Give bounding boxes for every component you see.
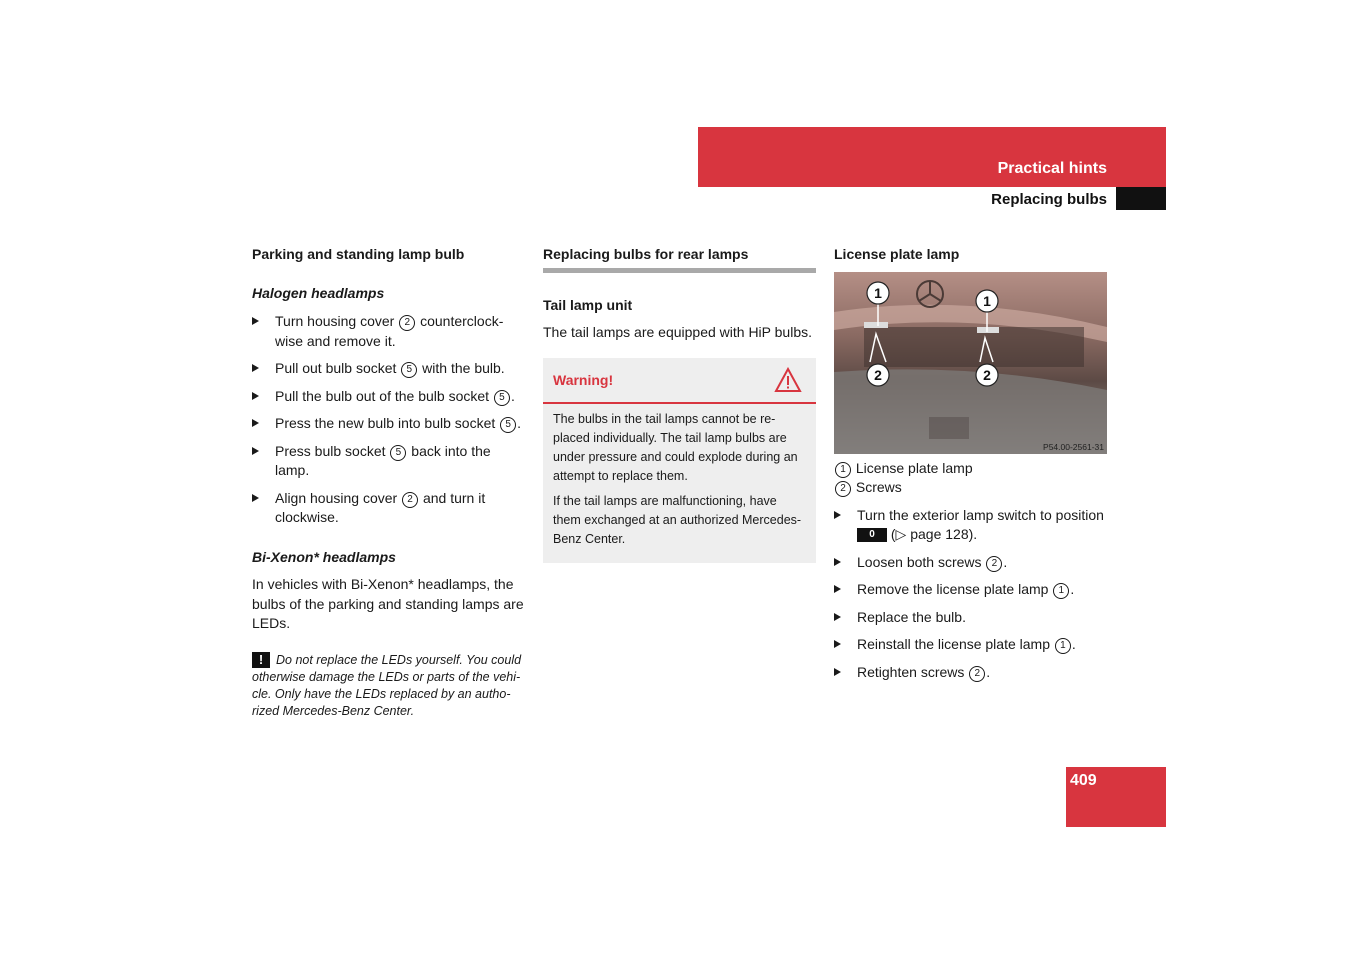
photo-callout: 2 [874, 366, 882, 383]
bullet-triangle-icon [252, 494, 259, 502]
legend-number: 1 [835, 462, 851, 478]
parking-lamp-heading: Parking and standing lamp bulb [252, 246, 465, 262]
tail-lamp-heading: Tail lamp unit [543, 296, 633, 313]
photo-callout: 2 [983, 366, 991, 383]
list-item: Turn housing cover 2 counterclock-wise and remove it. [252, 312, 528, 351]
list-item: Turn the exterior lamp switch to position 0 (▷ page 128). [834, 506, 1107, 545]
license-lamp-heading: License plate lamp [834, 246, 960, 262]
bullet-triangle-icon [252, 419, 259, 427]
photo-code: P54.00-2561-31 [1043, 441, 1104, 452]
warning-body [543, 404, 816, 563]
bullet-triangle-icon [834, 585, 841, 593]
bullet-triangle-icon [252, 364, 259, 372]
ref-number: 1 [1055, 638, 1071, 654]
subsection-marker [1116, 187, 1166, 210]
ref-number: 1 [1053, 583, 1069, 599]
column-license-plate-lamp [834, 245, 1107, 690]
photo-legend [834, 459, 1107, 498]
list-item: Press bulb socket 5 back into the lamp. [252, 442, 528, 481]
subsection-title: Replacing bulbs [991, 191, 1107, 208]
list-item: Pull the bulb out of the bulb socket 5 . [252, 387, 528, 407]
header-band [698, 127, 1166, 187]
halogen-steps [252, 312, 528, 528]
legend-number: 2 [835, 481, 851, 497]
bullet-triangle-icon [834, 613, 841, 621]
note-text: Do not replace the LEDs yourself. You could otherwise damage the LEDs or parts of the vehi-cle. Only have the LEDs replaced by an autho-rized Mercedes-Benz Center. [252, 652, 522, 718]
section-title: Practical hints [997, 160, 1107, 177]
warning-header [543, 358, 816, 404]
trunk-lid-illustration [834, 272, 1107, 454]
bullet-triangle-icon [252, 392, 259, 400]
list-item: Reinstall the license plate lamp 1 . [834, 635, 1107, 655]
warning-paragraph: If the tail lamps are malfunctioning, have them exchanged at an authorized Mercedes-Benz Center. [553, 493, 802, 546]
bullet-triangle-icon [834, 558, 841, 566]
legend-item: 1 License plate lamp [834, 459, 1107, 479]
list-item: Replace the bulb. [834, 608, 1107, 628]
rear-lamps-heading: Replacing bulbs for rear lamps [543, 245, 816, 273]
bullet-triangle-icon [252, 447, 259, 455]
warning-label: Warning! [553, 371, 614, 388]
list-item: Retighten screws 2 . [834, 663, 1107, 683]
column-parking-lamp [252, 245, 528, 720]
list-item: Press the new bulb into bulb socket 5 . [252, 414, 528, 434]
ref-number: 5 [500, 417, 516, 433]
list-item: Pull out bulb socket 5 with the bulb. [252, 359, 528, 379]
halogen-heading: Halogen headlamps [252, 284, 385, 301]
bullet-triangle-icon [834, 511, 841, 519]
switch-position-key: 0 [857, 528, 887, 542]
license-lamp-steps [834, 506, 1107, 683]
ref-number: 2 [402, 492, 418, 508]
bullet-triangle-icon [252, 317, 259, 325]
ref-number: 5 [401, 362, 417, 378]
caution-note [252, 652, 528, 720]
column-rear-lamps [543, 245, 816, 563]
tail-lamp-text: The tail lamps are equipped with HiP bulbs. [543, 324, 813, 340]
photo-callout: 1 [983, 292, 991, 309]
list-item: Remove the license plate lamp 1 . [834, 580, 1107, 600]
list-item: Align housing cover 2 and turn it clockwise. [252, 489, 528, 528]
ref-number: 2 [969, 666, 985, 682]
bullet-triangle-icon [834, 668, 841, 676]
license-plate-lamp-photo [834, 272, 1107, 454]
bixenon-text: In vehicles with Bi-Xenon* headlamps, the bulbs of the parking and standing lamps are LEDs. [252, 576, 524, 631]
photo-callout: 1 [874, 284, 882, 301]
ref-number: 5 [390, 445, 406, 461]
ref-number: 2 [986, 556, 1002, 572]
list-item: Loosen both screws 2 . [834, 553, 1107, 573]
warning-paragraph: The bulbs in the tail lamps cannot be re-placed individually. The tail lamp bulbs are under pressure and could explode during an attempt to replace them. [553, 411, 798, 483]
bullet-triangle-icon [834, 640, 841, 648]
exclamation-icon: ! [252, 652, 270, 668]
legend-item: 2 Screws [834, 478, 1107, 498]
warning-triangle-icon [774, 367, 802, 393]
ref-number: 2 [399, 315, 415, 331]
page-number: 409 [1070, 772, 1097, 789]
ref-number: 5 [494, 390, 510, 406]
bixenon-heading: Bi-Xenon* headlamps [252, 548, 396, 565]
warning-box [543, 358, 816, 563]
